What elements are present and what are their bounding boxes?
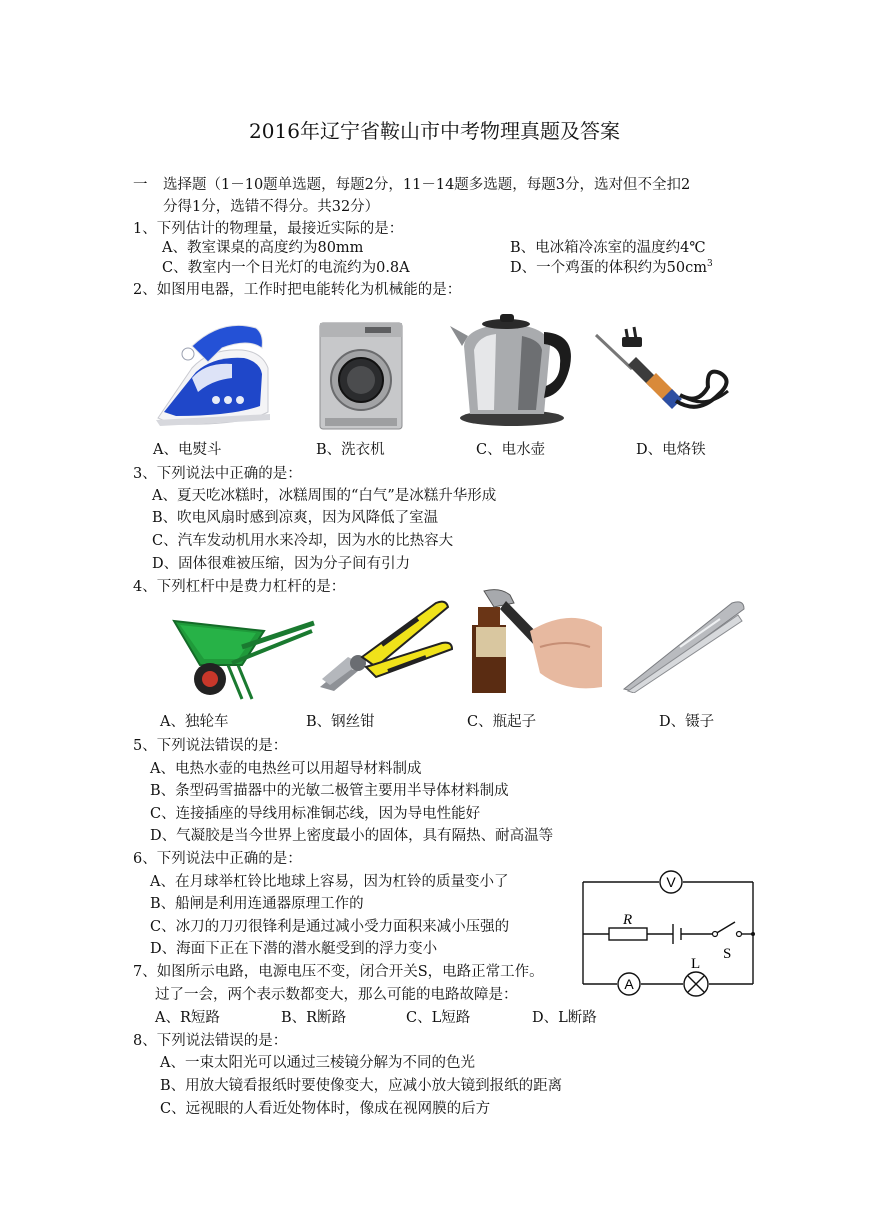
question-2-option-c: C、电水壶: [476, 442, 546, 458]
page-title: 2016年辽宁省鞍山市中考物理真题及答案: [249, 119, 620, 143]
voltmeter-label: V: [666, 874, 676, 890]
question-5-option-c: C、连接插座的导线用标准铜芯线，因为导电性能好: [150, 806, 481, 822]
question-7-option-b: B、R断路: [281, 1010, 347, 1026]
question-2-option-b: B、洗衣机: [316, 442, 385, 458]
question-7-stem-line2: 过了一会，两个表示数都变大，那么可能的电路故障是：: [155, 987, 518, 1003]
question-6-option-b: B、船闸是利用连通器原理工作的: [150, 896, 364, 912]
question-3-option-a: A、夏天吃冰糕时，冰糕周围的“白气”是冰糕升华形成: [152, 488, 497, 504]
question-4-option-c: C、瓶起子: [467, 714, 537, 730]
ammeter-label: A: [624, 976, 634, 992]
section-instructions-line2: 分得1分，选错不得分。共32分）: [163, 199, 380, 215]
question-3-option-c: C、汽车发动机用水来冷却，因为水的比热容大: [152, 533, 454, 549]
question-1-stem: 1、下列估计的物理量，最接近实际的是：: [133, 221, 404, 237]
question-7-option-d: D、L断路: [532, 1010, 597, 1026]
question-5-option-d: D、气凝胶是当今世界上密度最小的固体，具有隔热、耐高温等: [150, 828, 554, 844]
question-1-option-d: D、一个鸡蛋的体积约为$50cm^3$: [510, 259, 713, 276]
question-2-option-a: A、电熨斗: [153, 442, 222, 458]
question-6-option-d: D、海面下正在下潜的潜水艇受到的浮力变小: [150, 941, 438, 957]
circuit-diagram: [575, 866, 761, 1006]
question-2-stem: 2、如图用电器，工作时把电能转化为机械能的是：: [133, 282, 462, 298]
question-8-option-c: C、远视眼的人看近处物体时，像成在视网膜的后方: [160, 1101, 491, 1117]
question-1-option-b: B、电冰箱冷冻室的温度约4℃: [510, 240, 706, 256]
question-2-option-d: D、电烙铁: [636, 442, 706, 458]
question-5-stem: 5、下列说法错误的是：: [133, 738, 288, 754]
question-6-option-a: A、在月球举杠铃比地球上容易，因为杠铃的质量变小了: [150, 874, 509, 890]
question-8-option-b: B、用放大镜看报纸时要使像变大，应减小放大镜到报纸的距离: [160, 1078, 563, 1094]
question-3-stem: 3、下列说法中正确的是：: [133, 466, 302, 482]
question-8-stem: 8、下列说法错误的是：: [133, 1033, 288, 1049]
question-5-option-b: B、条型码雪描器中的光敏二极管主要用半导体材料制成: [150, 783, 509, 799]
washing-machine-image: [319, 322, 403, 430]
resistor-label: R: [623, 912, 633, 928]
question-7-option-a: A、R短路: [155, 1010, 220, 1026]
question-6-stem: 6、下列说法中正确的是：: [133, 851, 302, 867]
electric-kettle-image: [448, 306, 582, 430]
question-3-option-d: D、固体很难被压缩，因为分子间有引力: [152, 556, 411, 572]
soldering-iron-image: [588, 325, 738, 417]
question-4-option-b: B、钢丝钳: [306, 714, 375, 730]
switch-label: S: [723, 946, 732, 962]
question-3-option-b: B、吹电风扇时感到凉爽，因为风降低了室温: [152, 510, 439, 526]
section-instructions-line1: 选择题（1－10题单选题，每题2分，11－14题多选题，每题3分，选对但不全扣2: [163, 177, 691, 193]
question-4-stem: 4、下列杠杆中是费力杠杆的是：: [133, 579, 346, 595]
pliers-image: [318, 597, 458, 693]
question-7-option-c: C、L短路: [406, 1010, 471, 1026]
question-1-option-c: C、教室内一个日光灯的电流约为0.8A: [162, 260, 410, 276]
lamp-label: L: [691, 956, 701, 972]
question-1-option-a: A、教室课桌的高度约为80mm: [162, 240, 364, 256]
question-6-option-c: C、冰刀的刀刃很锋利是通过减小受力面积来减小压强的: [150, 919, 510, 935]
wheelbarrow-image: [172, 603, 316, 701]
question-4-option-d: D、镊子: [659, 714, 715, 730]
tweezers-image: [620, 597, 748, 693]
question-4-option-a: A、独轮车: [160, 714, 229, 730]
question-5-option-a: A、电热水壶的电热丝可以用超导材料制成: [150, 761, 422, 777]
question-8-option-a: A、一束太阳光可以通过三棱镜分解为不同的色光: [160, 1055, 475, 1071]
bottle-opener-image: [470, 587, 604, 693]
question-7-stem-line1: 7、如图所示电路，电源电压不变，闭合开关S，电路正常工作。: [133, 964, 544, 980]
electric-iron-image: [152, 308, 276, 432]
section-number: 一: [133, 177, 148, 193]
